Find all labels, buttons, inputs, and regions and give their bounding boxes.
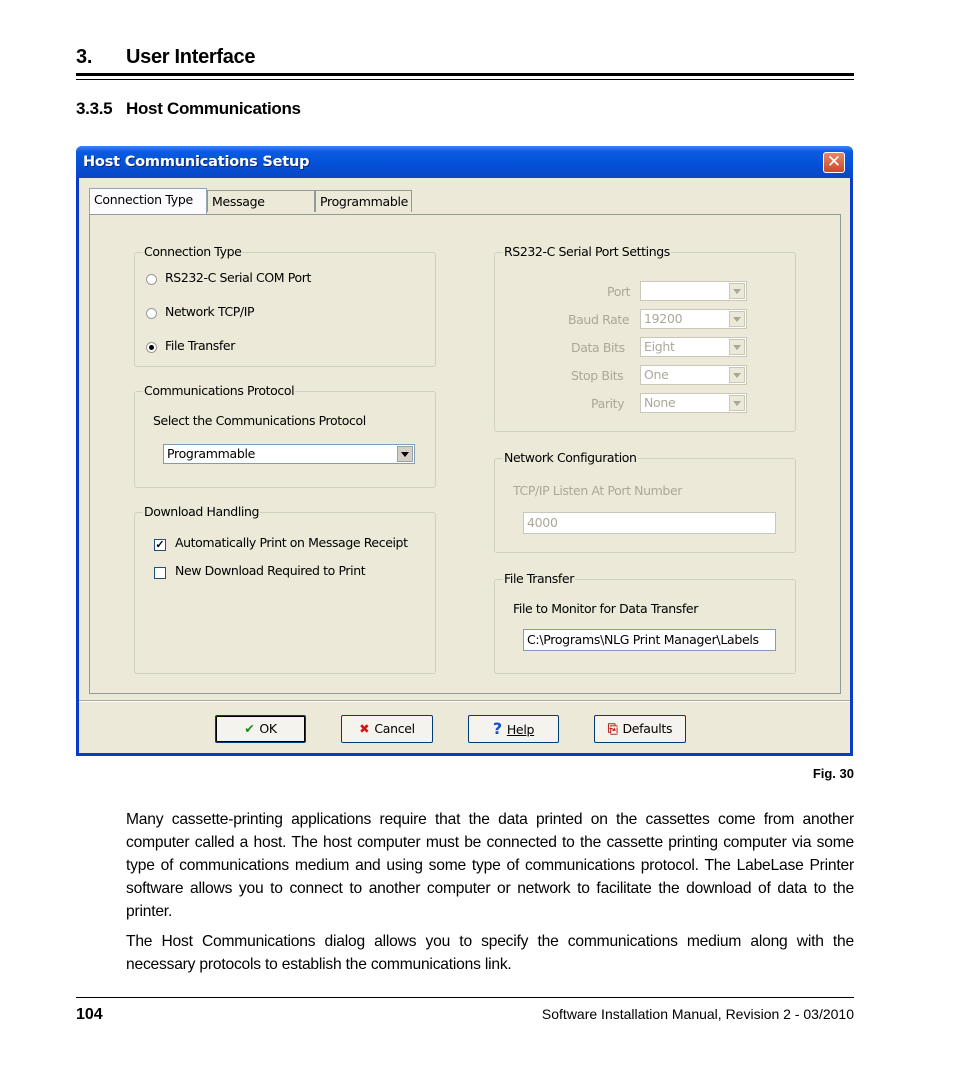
file-monitor-input[interactable]: C:\Programs\NLG Print Manager\Labels — [523, 629, 776, 651]
heading-rule — [76, 73, 854, 76]
help-icon: ? — [492, 719, 502, 738]
chapter-heading — [76, 46, 255, 69]
section-title: Host Communications — [126, 99, 301, 118]
parity-value: None — [644, 395, 676, 410]
section-number: 3.3.5 — [76, 99, 113, 118]
defaults-icon: ⎘ — [607, 721, 618, 736]
connection-type-panel — [89, 214, 841, 694]
protocol-legend: Communications Protocol — [144, 383, 295, 398]
file-transfer-group — [494, 571, 796, 674]
parity-select[interactable] — [640, 393, 747, 413]
dialog-title: Host Communications Setup — [83, 154, 310, 170]
network-legend: Network Configuration — [504, 450, 637, 465]
defaults-button[interactable] — [594, 715, 686, 743]
chevron-down-icon[interactable] — [729, 395, 745, 411]
port-select[interactable] — [640, 281, 747, 301]
baud-value: 19200 — [644, 311, 683, 326]
close-icon: ✕ — [826, 152, 842, 172]
checkmark-icon: ✔ — [244, 721, 255, 736]
chapter-title: User Interface — [126, 46, 256, 68]
stopbits-select[interactable] — [640, 365, 747, 385]
chevron-down-icon[interactable] — [729, 339, 745, 355]
x-icon: ✖ — [359, 721, 370, 736]
download-handling-group — [134, 504, 436, 674]
help-label: Help — [506, 722, 535, 737]
connection-type-group — [134, 244, 436, 367]
heading-rule-thin — [76, 79, 854, 80]
page-number: 104 — [76, 1006, 103, 1023]
port-label: Port — [607, 284, 631, 299]
network-port-input[interactable]: 4000 — [523, 512, 776, 534]
connection-type-legend: Connection Type — [144, 244, 242, 259]
baud-select[interactable] — [640, 309, 747, 329]
file-transfer-legend: File Transfer — [504, 571, 574, 586]
auto-print-label[interactable]: Automatically Print on Message Receipt — [175, 535, 408, 550]
check-icon: ✓ — [155, 539, 165, 551]
chevron-down-icon[interactable] — [397, 446, 413, 462]
figure-label: Fig. 30 — [812, 766, 854, 781]
footer-text: Software Installation Manual, Revision 2 - 03/2010 — [541, 1006, 854, 1022]
databits-label: Data Bits — [571, 340, 625, 355]
help-button[interactable] — [468, 715, 559, 743]
chevron-down-icon[interactable] — [729, 283, 745, 299]
auto-print-checkbox[interactable] — [154, 539, 166, 551]
protocol-prompt: Select the Communications Protocol — [153, 413, 366, 428]
file-monitor-label: File to Monitor for Data Transfer — [513, 601, 698, 616]
network-port-label: TCP/IP Listen At Port Number — [513, 483, 682, 498]
defaults-label: Defaults — [622, 721, 673, 736]
dialog-client — [79, 178, 850, 753]
ok-label: OK — [259, 721, 277, 736]
databits-select[interactable] — [640, 337, 747, 357]
tab-connection-type[interactable]: Connection Type — [89, 188, 207, 214]
new-download-checkbox[interactable] — [154, 567, 166, 579]
databits-value: Eight — [644, 339, 675, 354]
protocol-group — [134, 383, 436, 488]
button-separator — [79, 700, 850, 702]
new-download-label[interactable]: New Download Required to Print — [175, 563, 366, 578]
radio-serial-label[interactable]: RS232-C Serial COM Port — [165, 270, 311, 285]
serial-settings-group — [494, 244, 796, 432]
stopbits-label: Stop Bits — [571, 368, 624, 383]
protocol-select[interactable] — [163, 444, 415, 464]
section-heading — [76, 99, 301, 119]
paragraph-2: The Host Communications dialog allows you to specify the communications medium along with the necessary protocols to establish the communications link. — [126, 933, 854, 973]
radio-file-transfer[interactable] — [146, 342, 157, 353]
protocol-value: Programmable — [167, 446, 256, 461]
tab-programmable[interactable]: Programmable — [315, 190, 412, 212]
tab-message-format[interactable]: Message — [207, 190, 315, 212]
network-config-group — [494, 450, 796, 553]
cancel-button[interactable] — [341, 715, 433, 743]
close-button[interactable] — [823, 152, 845, 173]
chevron-down-icon[interactable] — [729, 367, 745, 383]
ok-button[interactable] — [215, 715, 306, 743]
download-legend: Download Handling — [144, 504, 260, 519]
baud-label: Baud Rate — [568, 312, 630, 327]
cancel-label: Cancel — [374, 721, 415, 736]
title-bar[interactable] — [76, 146, 853, 178]
host-communications-dialog — [76, 146, 853, 756]
serial-legend: RS232-C Serial Port Settings — [504, 244, 670, 259]
footer-rule — [76, 997, 854, 998]
parity-label: Parity — [591, 396, 625, 411]
chapter-number: 3. — [76, 46, 93, 68]
stopbits-value: One — [644, 367, 669, 382]
chevron-down-icon[interactable] — [729, 311, 745, 327]
radio-file-transfer-label[interactable]: File Transfer — [165, 338, 235, 353]
radio-network[interactable] — [146, 308, 157, 319]
paragraph-1: Many cassette-printing applications require that the data printed on the cassettes come from another computer called a host. The host computer must be connected to the cassette printing computer via some type of communications medium and using some type of communications protocol. The LabeLase Printer software allows you to connect to another computer or network to facilitate the download of data to the printer. — [126, 811, 854, 920]
radio-serial[interactable] — [146, 274, 157, 285]
radio-network-label[interactable]: Network TCP/IP — [165, 304, 255, 319]
